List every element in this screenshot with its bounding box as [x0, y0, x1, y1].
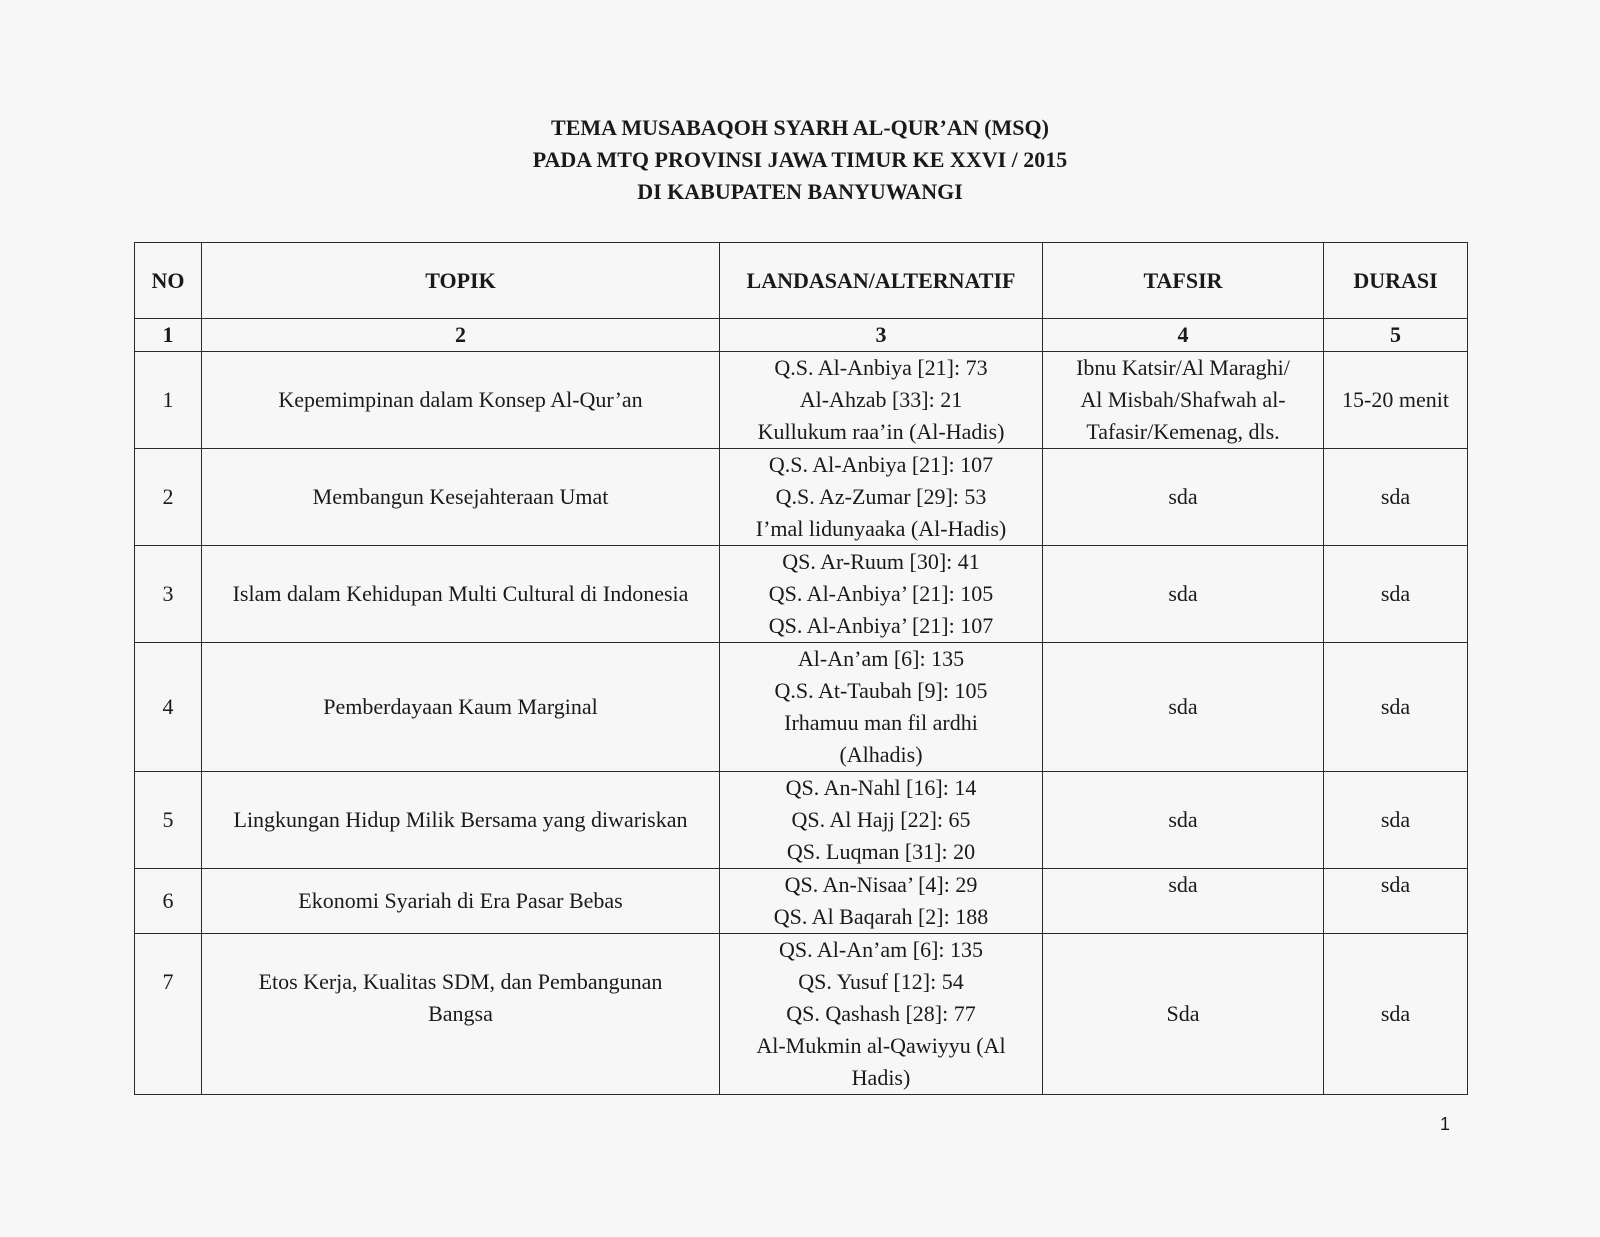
column-number: 2 — [202, 319, 720, 352]
column-number: 3 — [720, 319, 1043, 352]
landasan-line: Q.S. Al-Anbiya [21]: 107 — [768, 452, 994, 477]
row-number: 1 — [135, 352, 202, 449]
topic-cell — [202, 352, 720, 449]
tafsir-line: Ibnu Katsir/Al Maraghi/ — [1076, 355, 1290, 380]
topic-cell — [202, 643, 720, 772]
landasan-cell — [720, 449, 1043, 546]
tafsir-line: Tafasir/Kemenag, dls. — [1086, 419, 1280, 444]
landasan-line: Al-Ahzab [33]: 21 — [799, 387, 963, 412]
durasi-cell: sda — [1324, 772, 1468, 869]
topic-text: Pemberdayaan Kaum Marginal — [323, 694, 598, 719]
landasan-line: Irhamuu man fil ardhi — [784, 710, 978, 735]
topic-text: Kepemimpinan dalam Konsep Al-Qur’an — [278, 387, 643, 412]
title-line-2: PADA MTQ PROVINSI JAWA TIMUR KE XXVI / 2015 — [532, 147, 1068, 172]
landasan-cell — [720, 772, 1043, 869]
header-topik: TOPIK — [202, 243, 720, 319]
header-landasan: LANDASAN/ALTERNATIF — [720, 243, 1043, 319]
topic-cell — [202, 546, 720, 643]
landasan-line: (Alhadis) — [839, 742, 923, 767]
landasan-line: QS. Al-An’am [6]: 135 — [778, 937, 984, 962]
landasan-line: Kullukum raa’in (Al-Hadis) — [757, 419, 1005, 444]
table-row — [135, 449, 1468, 546]
title-line-1: TEMA MUSABAQOH SYARH AL-QUR’AN (MSQ) — [551, 115, 1049, 140]
column-number: 1 — [135, 319, 202, 352]
landasan-line: QS. Al-Anbiya’ [21]: 107 — [768, 613, 994, 638]
header-no: NO — [135, 243, 202, 319]
table-row — [135, 546, 1468, 643]
landasan-line: QS. Yusuf [12]: 54 — [798, 969, 964, 994]
topic-cell — [202, 772, 720, 869]
landasan-cell — [720, 546, 1043, 643]
topic-cell — [202, 934, 720, 1095]
row-number: 4 — [135, 643, 202, 772]
landasan-line: QS. Al Baqarah [2]: 188 — [773, 904, 989, 929]
header-row — [135, 243, 1468, 319]
landasan-cell — [720, 352, 1043, 449]
tafsir-cell — [1043, 352, 1324, 449]
durasi-cell: sda — [1324, 869, 1468, 934]
page-number: 1 — [1440, 1114, 1451, 1134]
landasan-line: Hadis) — [851, 1065, 911, 1090]
column-number: 5 — [1324, 319, 1468, 352]
header-tafsir: TAFSIR — [1043, 243, 1324, 319]
column-number-row — [135, 319, 1468, 352]
row-number: 5 — [135, 772, 202, 869]
landasan-line: QS. Al Hajj [22]: 65 — [791, 807, 971, 832]
document-title — [0, 112, 1600, 208]
tafsir-line: Al Misbah/Shafwah al- — [1080, 387, 1286, 412]
tafsir-cell: sda — [1043, 869, 1324, 934]
durasi-cell: 15-20 menit — [1324, 352, 1468, 449]
landasan-line: Al-Mukmin al-Qawiyyu (Al — [756, 1033, 1006, 1058]
column-number: 4 — [1043, 319, 1324, 352]
topic-text: Bangsa — [428, 1001, 493, 1026]
topic-text: Islam dalam Kehidupan Multi Cultural di Indonesia — [232, 581, 689, 606]
table-row — [135, 352, 1468, 449]
landasan-cell — [720, 869, 1043, 934]
landasan-line: QS. An-Nisaa’ [4]: 29 — [784, 872, 978, 897]
table-row — [135, 643, 1468, 772]
landasan-line: QS. Luqman [31]: 20 — [786, 839, 976, 864]
table-row — [135, 934, 1468, 1095]
row-number: 3 — [135, 546, 202, 643]
row-number: 7 — [135, 934, 202, 1095]
row-number: 2 — [135, 449, 202, 546]
landasan-line: I’mal lidunyaaka (Al-Hadis) — [755, 516, 1007, 541]
tafsir-cell: Sda — [1043, 934, 1324, 1095]
landasan-line: QS. An-Nahl [16]: 14 — [785, 775, 977, 800]
topic-text: Lingkungan Hidup Milik Bersama yang diwariskan — [233, 807, 688, 832]
landasan-cell — [720, 643, 1043, 772]
topic-cell — [202, 869, 720, 934]
table-row — [135, 772, 1468, 869]
landasan-line: Q.S. Al-Anbiya [21]: 73 — [774, 355, 988, 380]
durasi-cell: sda — [1324, 934, 1468, 1095]
tafsir-cell: sda — [1043, 546, 1324, 643]
landasan-cell — [720, 934, 1043, 1095]
landasan-line: QS. Al-Anbiya’ [21]: 105 — [768, 581, 994, 606]
topic-text: Ekonomi Syariah di Era Pasar Bebas — [298, 888, 623, 913]
tafsir-cell: sda — [1043, 772, 1324, 869]
landasan-line: Q.S. At-Taubah [9]: 105 — [774, 678, 988, 703]
durasi-cell: sda — [1324, 643, 1468, 772]
table-row — [135, 869, 1468, 934]
row-number: 6 — [135, 869, 202, 934]
topic-text: Membangun Kesejahteraan Umat — [312, 484, 609, 509]
topics-table — [134, 242, 1468, 1095]
durasi-cell: sda — [1324, 546, 1468, 643]
topic-cell — [202, 449, 720, 546]
durasi-cell: sda — [1324, 449, 1468, 546]
title-line-3: DI KABUPATEN BANYUWANGI — [637, 179, 963, 204]
topic-text: Etos Kerja, Kualitas SDM, dan Pembangunan — [258, 969, 663, 994]
tafsir-cell: sda — [1043, 643, 1324, 772]
landasan-line: QS. Qashash [28]: 77 — [786, 1001, 976, 1026]
landasan-line: Q.S. Az-Zumar [29]: 53 — [775, 484, 987, 509]
tafsir-cell: sda — [1043, 449, 1324, 546]
landasan-line: QS. Ar-Ruum [30]: 41 — [782, 549, 980, 574]
header-durasi: DURASI — [1324, 243, 1468, 319]
landasan-line: Al-An’am [6]: 135 — [797, 646, 965, 671]
